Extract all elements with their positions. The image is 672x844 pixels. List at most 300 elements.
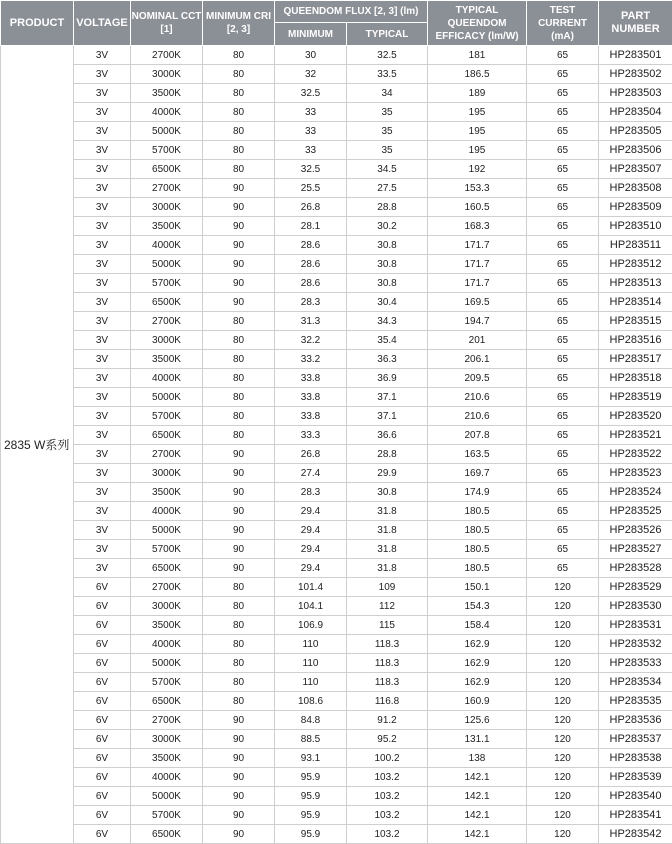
cell-flux-typ: 29.9: [347, 464, 428, 483]
cell-cct: 6500K: [131, 160, 203, 179]
cell-cct: 3000K: [131, 730, 203, 749]
cell-efficacy: 171.7: [428, 236, 527, 255]
cell-current: 120: [527, 787, 599, 806]
cell-efficacy: 195: [428, 141, 527, 160]
cell-part: HP283523: [599, 464, 672, 483]
cell-voltage: 6V: [74, 787, 131, 806]
cell-flux-min: 32: [275, 65, 347, 84]
cell-cct: 5000K: [131, 654, 203, 673]
cell-efficacy: 168.3: [428, 217, 527, 236]
cell-efficacy: 206.1: [428, 350, 527, 369]
cell-flux-min: 32.5: [275, 160, 347, 179]
cell-part: HP283540: [599, 787, 672, 806]
cell-current: 65: [527, 388, 599, 407]
table-row: [1, 806, 672, 825]
cell-current: 65: [527, 426, 599, 445]
cell-part: HP283502: [599, 65, 672, 84]
table-row: [1, 635, 672, 654]
cell-efficacy: 171.7: [428, 274, 527, 293]
cell-current: 65: [527, 464, 599, 483]
table-row: [1, 331, 672, 350]
cell-cri: 90: [203, 806, 275, 825]
cell-cri: 90: [203, 768, 275, 787]
cell-flux-min: 30: [275, 46, 347, 65]
cell-voltage: 3V: [74, 388, 131, 407]
cell-cct: 3000K: [131, 65, 203, 84]
cell-current: 120: [527, 616, 599, 635]
cell-voltage: 3V: [74, 274, 131, 293]
cell-flux-typ: 28.8: [347, 445, 428, 464]
cell-cct: 5700K: [131, 407, 203, 426]
cell-efficacy: 142.1: [428, 768, 527, 787]
cell-voltage: 3V: [74, 46, 131, 65]
cell-current: 65: [527, 521, 599, 540]
cell-current: 65: [527, 312, 599, 331]
cell-flux-typ: 34.3: [347, 312, 428, 331]
cell-efficacy: 142.1: [428, 787, 527, 806]
header-test-current: TEST CURRENT (mA): [527, 1, 599, 46]
cell-voltage: 3V: [74, 559, 131, 578]
cell-voltage: 3V: [74, 312, 131, 331]
cell-part: HP283520: [599, 407, 672, 426]
cell-flux-min: 33.8: [275, 407, 347, 426]
cell-part: HP283528: [599, 559, 672, 578]
table-row: [1, 122, 672, 141]
cell-cct: 3500K: [131, 217, 203, 236]
cell-voltage: 3V: [74, 217, 131, 236]
cell-flux-min: 26.8: [275, 198, 347, 217]
cell-flux-min: 110: [275, 654, 347, 673]
cell-efficacy: 180.5: [428, 502, 527, 521]
cell-efficacy: 162.9: [428, 635, 527, 654]
cell-current: 65: [527, 236, 599, 255]
cell-cri: 80: [203, 578, 275, 597]
cell-cct: 2700K: [131, 711, 203, 730]
cell-flux-typ: 35: [347, 141, 428, 160]
table-row: [1, 483, 672, 502]
cell-flux-typ: 118.3: [347, 635, 428, 654]
cell-voltage: 3V: [74, 521, 131, 540]
cell-flux-min: 32.5: [275, 84, 347, 103]
cell-efficacy: 174.9: [428, 483, 527, 502]
cell-voltage: 6V: [74, 749, 131, 768]
cell-flux-typ: 115: [347, 616, 428, 635]
cell-part: HP283535: [599, 692, 672, 711]
header-part-number: PART NUMBER: [599, 1, 672, 46]
table-row: [1, 597, 672, 616]
table-row: [1, 293, 672, 312]
cell-cri: 90: [203, 293, 275, 312]
table-row: [1, 768, 672, 787]
cell-flux-typ: 103.2: [347, 768, 428, 787]
cell-part: HP283513: [599, 274, 672, 293]
cell-voltage: 3V: [74, 103, 131, 122]
cell-flux-typ: 31.8: [347, 521, 428, 540]
table-row: [1, 787, 672, 806]
cell-flux-min: 33: [275, 103, 347, 122]
cell-current: 120: [527, 711, 599, 730]
cell-efficacy: 160.9: [428, 692, 527, 711]
cell-cct: 5000K: [131, 122, 203, 141]
cell-cct: 5700K: [131, 673, 203, 692]
cell-voltage: 3V: [74, 65, 131, 84]
cell-cri: 90: [203, 540, 275, 559]
cell-flux-min: 95.9: [275, 825, 347, 844]
cell-voltage: 3V: [74, 445, 131, 464]
cell-voltage: 3V: [74, 122, 131, 141]
cell-current: 65: [527, 502, 599, 521]
cell-flux-typ: 118.3: [347, 654, 428, 673]
cell-current: 120: [527, 635, 599, 654]
cell-flux-min: 25.5: [275, 179, 347, 198]
table-row: [1, 502, 672, 521]
cell-cri: 90: [203, 730, 275, 749]
cell-part: HP283503: [599, 84, 672, 103]
cell-cct: 5700K: [131, 274, 203, 293]
cell-cct: 6500K: [131, 559, 203, 578]
cell-cri: 90: [203, 255, 275, 274]
cell-part: HP283541: [599, 806, 672, 825]
cell-cri: 80: [203, 692, 275, 711]
cell-part: HP283501: [599, 46, 672, 65]
cell-cri: 90: [203, 749, 275, 768]
cell-cct: 2700K: [131, 46, 203, 65]
cell-efficacy: 201: [428, 331, 527, 350]
cell-flux-min: 28.6: [275, 255, 347, 274]
cell-flux-typ: 31.8: [347, 540, 428, 559]
cell-voltage: 3V: [74, 179, 131, 198]
cell-cri: 80: [203, 312, 275, 331]
table-row: [1, 711, 672, 730]
cell-cri: 80: [203, 616, 275, 635]
cell-flux-min: 28.3: [275, 293, 347, 312]
table-row: [1, 730, 672, 749]
cell-voltage: 3V: [74, 350, 131, 369]
cell-part: HP283510: [599, 217, 672, 236]
cell-flux-min: 26.8: [275, 445, 347, 464]
table-row: [1, 654, 672, 673]
cell-voltage: 3V: [74, 198, 131, 217]
cell-flux-min: 33.2: [275, 350, 347, 369]
cell-efficacy: 210.6: [428, 407, 527, 426]
cell-cri: 80: [203, 407, 275, 426]
cell-voltage: 6V: [74, 825, 131, 844]
cell-cri: 80: [203, 46, 275, 65]
cell-efficacy: 163.5: [428, 445, 527, 464]
cell-voltage: 3V: [74, 84, 131, 103]
cell-flux-typ: 35.4: [347, 331, 428, 350]
cell-current: 120: [527, 654, 599, 673]
table-row: [1, 369, 672, 388]
table-row: [1, 312, 672, 331]
cell-voltage: 6V: [74, 692, 131, 711]
cell-efficacy: 171.7: [428, 255, 527, 274]
cell-current: 65: [527, 122, 599, 141]
cell-efficacy: 210.6: [428, 388, 527, 407]
cell-flux-typ: 103.2: [347, 806, 428, 825]
header-voltage: VOLTAGE: [74, 1, 131, 46]
cell-efficacy: 195: [428, 103, 527, 122]
cell-cri: 90: [203, 236, 275, 255]
cell-flux-typ: 31.8: [347, 559, 428, 578]
table-row: [1, 464, 672, 483]
cell-flux-min: 33.3: [275, 426, 347, 445]
cell-efficacy: 169.5: [428, 293, 527, 312]
cell-current: 65: [527, 84, 599, 103]
cell-flux-typ: 30.8: [347, 274, 428, 293]
cell-flux-min: 33: [275, 141, 347, 160]
header-queendom-flux: QUEENDOM FLUX [2, 3] (lm): [275, 1, 428, 23]
cell-part: HP283504: [599, 103, 672, 122]
cell-voltage: 3V: [74, 464, 131, 483]
cell-flux-min: 88.5: [275, 730, 347, 749]
cell-flux-typ: 33.5: [347, 65, 428, 84]
cell-flux-typ: 103.2: [347, 825, 428, 844]
cell-current: 65: [527, 483, 599, 502]
table-row: [1, 445, 672, 464]
cell-flux-min: 33.8: [275, 369, 347, 388]
cell-efficacy: 189: [428, 84, 527, 103]
cell-efficacy: 125.6: [428, 711, 527, 730]
cell-voltage: 6V: [74, 730, 131, 749]
table-row: [1, 407, 672, 426]
table-row: [1, 236, 672, 255]
cell-flux-typ: 30.4: [347, 293, 428, 312]
cell-current: 120: [527, 730, 599, 749]
cell-part: HP283506: [599, 141, 672, 160]
cell-efficacy: 195: [428, 122, 527, 141]
cell-voltage: 3V: [74, 426, 131, 445]
cell-part: HP283524: [599, 483, 672, 502]
cell-efficacy: 160.5: [428, 198, 527, 217]
table-row: [1, 673, 672, 692]
cell-cct: 3500K: [131, 483, 203, 502]
cell-cct: 2700K: [131, 445, 203, 464]
cell-cri: 90: [203, 559, 275, 578]
cell-cct: 3000K: [131, 597, 203, 616]
cell-cri: 80: [203, 654, 275, 673]
cell-part: HP283507: [599, 160, 672, 179]
cell-part: HP283514: [599, 293, 672, 312]
cell-current: 65: [527, 540, 599, 559]
cell-part: HP283531: [599, 616, 672, 635]
table-row: [1, 141, 672, 160]
cell-cct: 3000K: [131, 331, 203, 350]
cell-current: 120: [527, 673, 599, 692]
cell-part: HP283518: [599, 369, 672, 388]
cell-flux-min: 106.9: [275, 616, 347, 635]
cell-cri: 80: [203, 635, 275, 654]
cell-flux-typ: 100.2: [347, 749, 428, 768]
cell-efficacy: 142.1: [428, 806, 527, 825]
cell-part: HP283512: [599, 255, 672, 274]
cell-cri: 80: [203, 122, 275, 141]
cell-current: 65: [527, 407, 599, 426]
cell-flux-typ: 35: [347, 103, 428, 122]
cell-efficacy: 162.9: [428, 654, 527, 673]
cell-voltage: 6V: [74, 616, 131, 635]
cell-efficacy: 180.5: [428, 521, 527, 540]
cell-flux-min: 95.9: [275, 768, 347, 787]
cell-part: HP283537: [599, 730, 672, 749]
cell-flux-min: 28.6: [275, 274, 347, 293]
cell-voltage: 3V: [74, 407, 131, 426]
cell-cct: 6500K: [131, 692, 203, 711]
cell-part: HP283530: [599, 597, 672, 616]
cell-efficacy: 154.3: [428, 597, 527, 616]
cell-voltage: 6V: [74, 806, 131, 825]
cell-cct: 5700K: [131, 141, 203, 160]
cell-voltage: 3V: [74, 540, 131, 559]
table-row: [1, 350, 672, 369]
cell-part: HP283519: [599, 388, 672, 407]
cell-part: HP283539: [599, 768, 672, 787]
cell-current: 65: [527, 350, 599, 369]
cell-voltage: 3V: [74, 141, 131, 160]
cell-efficacy: 207.8: [428, 426, 527, 445]
cell-voltage: 6V: [74, 635, 131, 654]
cell-flux-typ: 112: [347, 597, 428, 616]
cell-voltage: 3V: [74, 160, 131, 179]
cell-flux-min: 33: [275, 122, 347, 141]
cell-flux-typ: 28.8: [347, 198, 428, 217]
cell-flux-typ: 31.8: [347, 502, 428, 521]
cell-efficacy: 131.1: [428, 730, 527, 749]
cell-flux-typ: 36.3: [347, 350, 428, 369]
cell-current: 65: [527, 141, 599, 160]
cell-cct: 4000K: [131, 502, 203, 521]
cell-part: HP283522: [599, 445, 672, 464]
cell-efficacy: 162.9: [428, 673, 527, 692]
cell-efficacy: 192: [428, 160, 527, 179]
cell-flux-min: 28.3: [275, 483, 347, 502]
table-row: [1, 84, 672, 103]
table-row: [1, 540, 672, 559]
table-row: [1, 692, 672, 711]
cell-part: HP283529: [599, 578, 672, 597]
table-row: [1, 274, 672, 293]
cell-flux-min: 29.4: [275, 540, 347, 559]
cell-cct: 2700K: [131, 578, 203, 597]
cell-voltage: 3V: [74, 483, 131, 502]
cell-voltage: 6V: [74, 654, 131, 673]
cell-voltage: 3V: [74, 293, 131, 312]
product-name-cell: 2835 W系列: [1, 46, 74, 844]
cell-voltage: 6V: [74, 673, 131, 692]
cell-part: HP283505: [599, 122, 672, 141]
table-row: [1, 217, 672, 236]
cell-flux-typ: 103.2: [347, 787, 428, 806]
cell-current: 65: [527, 103, 599, 122]
cell-part: HP283516: [599, 331, 672, 350]
cell-cct: 6500K: [131, 426, 203, 445]
cell-current: 65: [527, 217, 599, 236]
cell-current: 65: [527, 445, 599, 464]
cell-cri: 80: [203, 65, 275, 84]
cell-efficacy: 150.1: [428, 578, 527, 597]
cell-cri: 80: [203, 350, 275, 369]
table-row: [1, 521, 672, 540]
cell-cri: 80: [203, 426, 275, 445]
cell-flux-typ: 32.5: [347, 46, 428, 65]
cell-efficacy: 158.4: [428, 616, 527, 635]
cell-part: HP283538: [599, 749, 672, 768]
cell-cri: 80: [203, 141, 275, 160]
cell-flux-min: 32.2: [275, 331, 347, 350]
cell-cri: 90: [203, 179, 275, 198]
cell-cri: 80: [203, 388, 275, 407]
cell-flux-min: 33.8: [275, 388, 347, 407]
cell-flux-min: 101.4: [275, 578, 347, 597]
header-flux-minimum: MINIMUM: [275, 23, 347, 46]
cell-cri: 90: [203, 198, 275, 217]
cell-flux-min: 95.9: [275, 806, 347, 825]
cell-flux-min: 110: [275, 673, 347, 692]
cell-voltage: 3V: [74, 502, 131, 521]
cell-cct: 6500K: [131, 825, 203, 844]
cell-cct: 3500K: [131, 84, 203, 103]
cell-part: HP283532: [599, 635, 672, 654]
cell-current: 65: [527, 179, 599, 198]
table-body: [1, 46, 672, 844]
cell-cri: 90: [203, 464, 275, 483]
cell-flux-typ: 30.8: [347, 236, 428, 255]
cell-cct: 3500K: [131, 616, 203, 635]
cell-cri: 90: [203, 483, 275, 502]
cell-cri: 90: [203, 445, 275, 464]
cell-voltage: 3V: [74, 236, 131, 255]
cell-cri: 80: [203, 103, 275, 122]
cell-current: 120: [527, 597, 599, 616]
table-row: [1, 578, 672, 597]
cell-part: HP283526: [599, 521, 672, 540]
cell-flux-typ: 116.8: [347, 692, 428, 711]
cell-cri: 90: [203, 787, 275, 806]
cell-part: HP283511: [599, 236, 672, 255]
cell-flux-typ: 91.2: [347, 711, 428, 730]
cell-efficacy: 138: [428, 749, 527, 768]
cell-cct: 5000K: [131, 255, 203, 274]
cell-cri: 90: [203, 711, 275, 730]
cell-current: 120: [527, 825, 599, 844]
cell-voltage: 6V: [74, 578, 131, 597]
header-minimum-cri: MINIMUM CRI [2, 3]: [203, 1, 275, 46]
cell-efficacy: 181: [428, 46, 527, 65]
cell-flux-typ: 37.1: [347, 407, 428, 426]
cell-flux-typ: 27.5: [347, 179, 428, 198]
cell-part: HP283515: [599, 312, 672, 331]
cell-cct: 2700K: [131, 179, 203, 198]
cell-efficacy: 194.7: [428, 312, 527, 331]
cell-cct: 2700K: [131, 312, 203, 331]
cell-flux-typ: 35: [347, 122, 428, 141]
cell-voltage: 3V: [74, 369, 131, 388]
cell-flux-typ: 95.2: [347, 730, 428, 749]
cell-cri: 90: [203, 521, 275, 540]
cell-current: 65: [527, 274, 599, 293]
cell-part: HP283508: [599, 179, 672, 198]
cell-flux-typ: 36.9: [347, 369, 428, 388]
cell-current: 120: [527, 749, 599, 768]
cell-current: 65: [527, 331, 599, 350]
table-row: [1, 749, 672, 768]
cell-flux-min: 108.6: [275, 692, 347, 711]
cell-voltage: 6V: [74, 597, 131, 616]
cell-cct: 4000K: [131, 103, 203, 122]
header-product: PRODUCT: [1, 1, 74, 46]
cell-cri: 90: [203, 274, 275, 293]
cell-efficacy: 153.3: [428, 179, 527, 198]
